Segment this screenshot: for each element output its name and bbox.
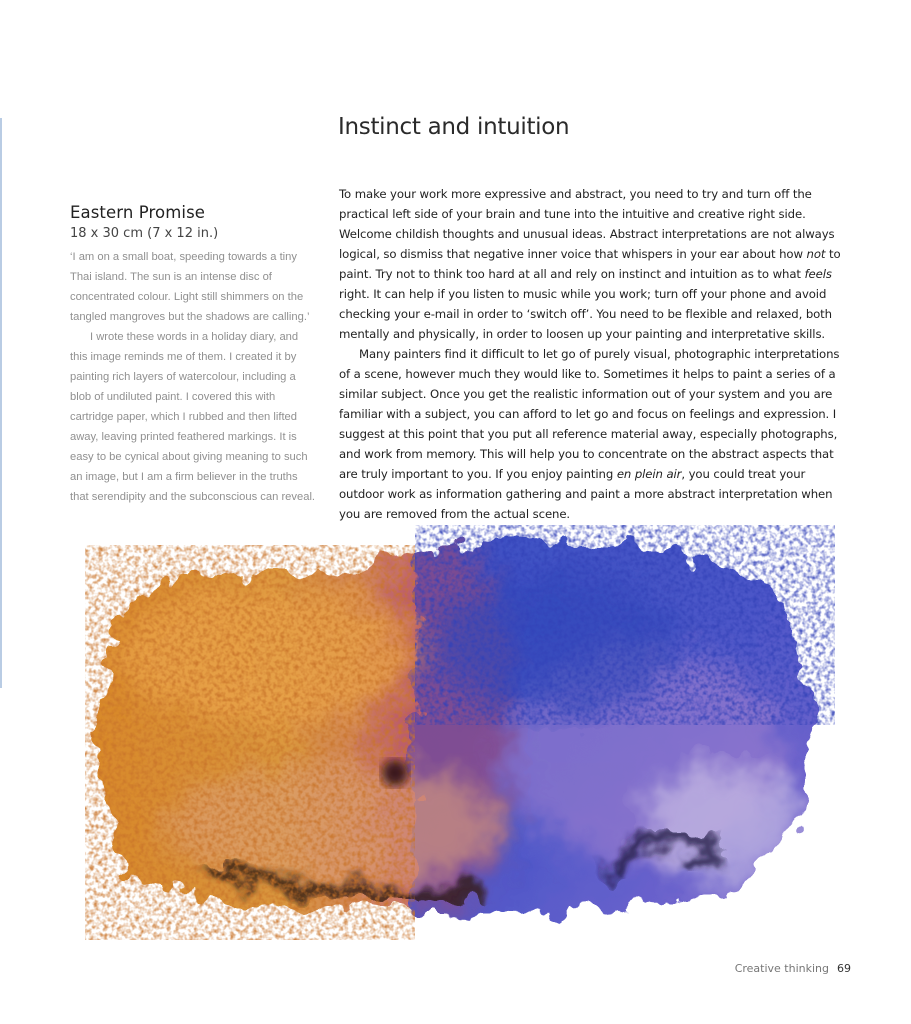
emphasis: en plein air (616, 467, 682, 481)
caption-paragraph: ‘I am on a small boat, speeding towards a tiny Thai island. The sun is an intense disc of concentrated colour. Light still shimmers on the tangled mangroves but the shadows are calling.’ (70, 251, 310, 323)
caption-paragraph: I wrote these words in a holiday diary, and this image reminds me of them. I created it by painting rich layers of watercolour, including a blob of undiluted paint. I covered this with cartridge paper, which I rubbed and then lifted away, leaving printed feathered markings. It is easy to be cynical about giving meaning to such an image, but I am a firm believer in the truths that serendipity and the subconscious can reveal. (70, 331, 316, 503)
text-run: to paint. Try not to think too hard at all and rely on instinct and intuition as to what (339, 247, 841, 281)
body-text (339, 184, 844, 524)
caption-size: 18 x 30 cm (7 x 12 in.) (70, 226, 219, 241)
footer-section: Creative thinking (734, 962, 829, 975)
text-run: , you could treat your outdoor work as information gathering and paint a more abstract interpretation when you are removed from the actual scene. (339, 467, 833, 521)
body-paragraph (339, 184, 844, 344)
dark-disc (382, 760, 408, 786)
text-run: To make your work more expressive and abstract, you need to try and turn off the practical left side of your brain and tune into the intuitive and creative right side. Welcome childish thoughts and unusual ideas. Abstract interpretations are not always logical, so dismiss that negative inner voice that whispers in your ear about how (339, 187, 835, 261)
text-run: Many painters find it difficult to let go of purely visual, photographic interpretations of a scene, however much they would like to. Sometimes it helps to paint a series of a similar subject. Once you get the realistic information out of your system and you are familiar with a subject, you can afford to let go and focus on feelings and expression. I suggest at this point that you put all reference material away, especially photographs, and work from memory. This will help you to concentrate on the abstract aspects that are truly important to you. If you enjoy painting (339, 347, 840, 481)
emphasis: feels (804, 267, 832, 281)
body-paragraph (339, 344, 844, 524)
page-edge-line (0, 118, 2, 688)
emphasis: not (806, 247, 826, 261)
caption-title: Eastern Promise (70, 203, 206, 222)
page-number: 69 (837, 962, 851, 975)
page-title: Instinct and intuition (338, 114, 570, 140)
watercolour-painting (85, 525, 845, 940)
page-footer (735, 962, 851, 975)
painting-caption (70, 200, 318, 507)
caption-text (70, 247, 318, 507)
text-run: right. It can help if you listen to music while you work; turn off your phone and avoid checking your e-mail in order to ‘switch off’. You need to be flexible and relaxed, both mentally and physically, in order to loosen up your painting and interpretative skills. (339, 287, 832, 341)
